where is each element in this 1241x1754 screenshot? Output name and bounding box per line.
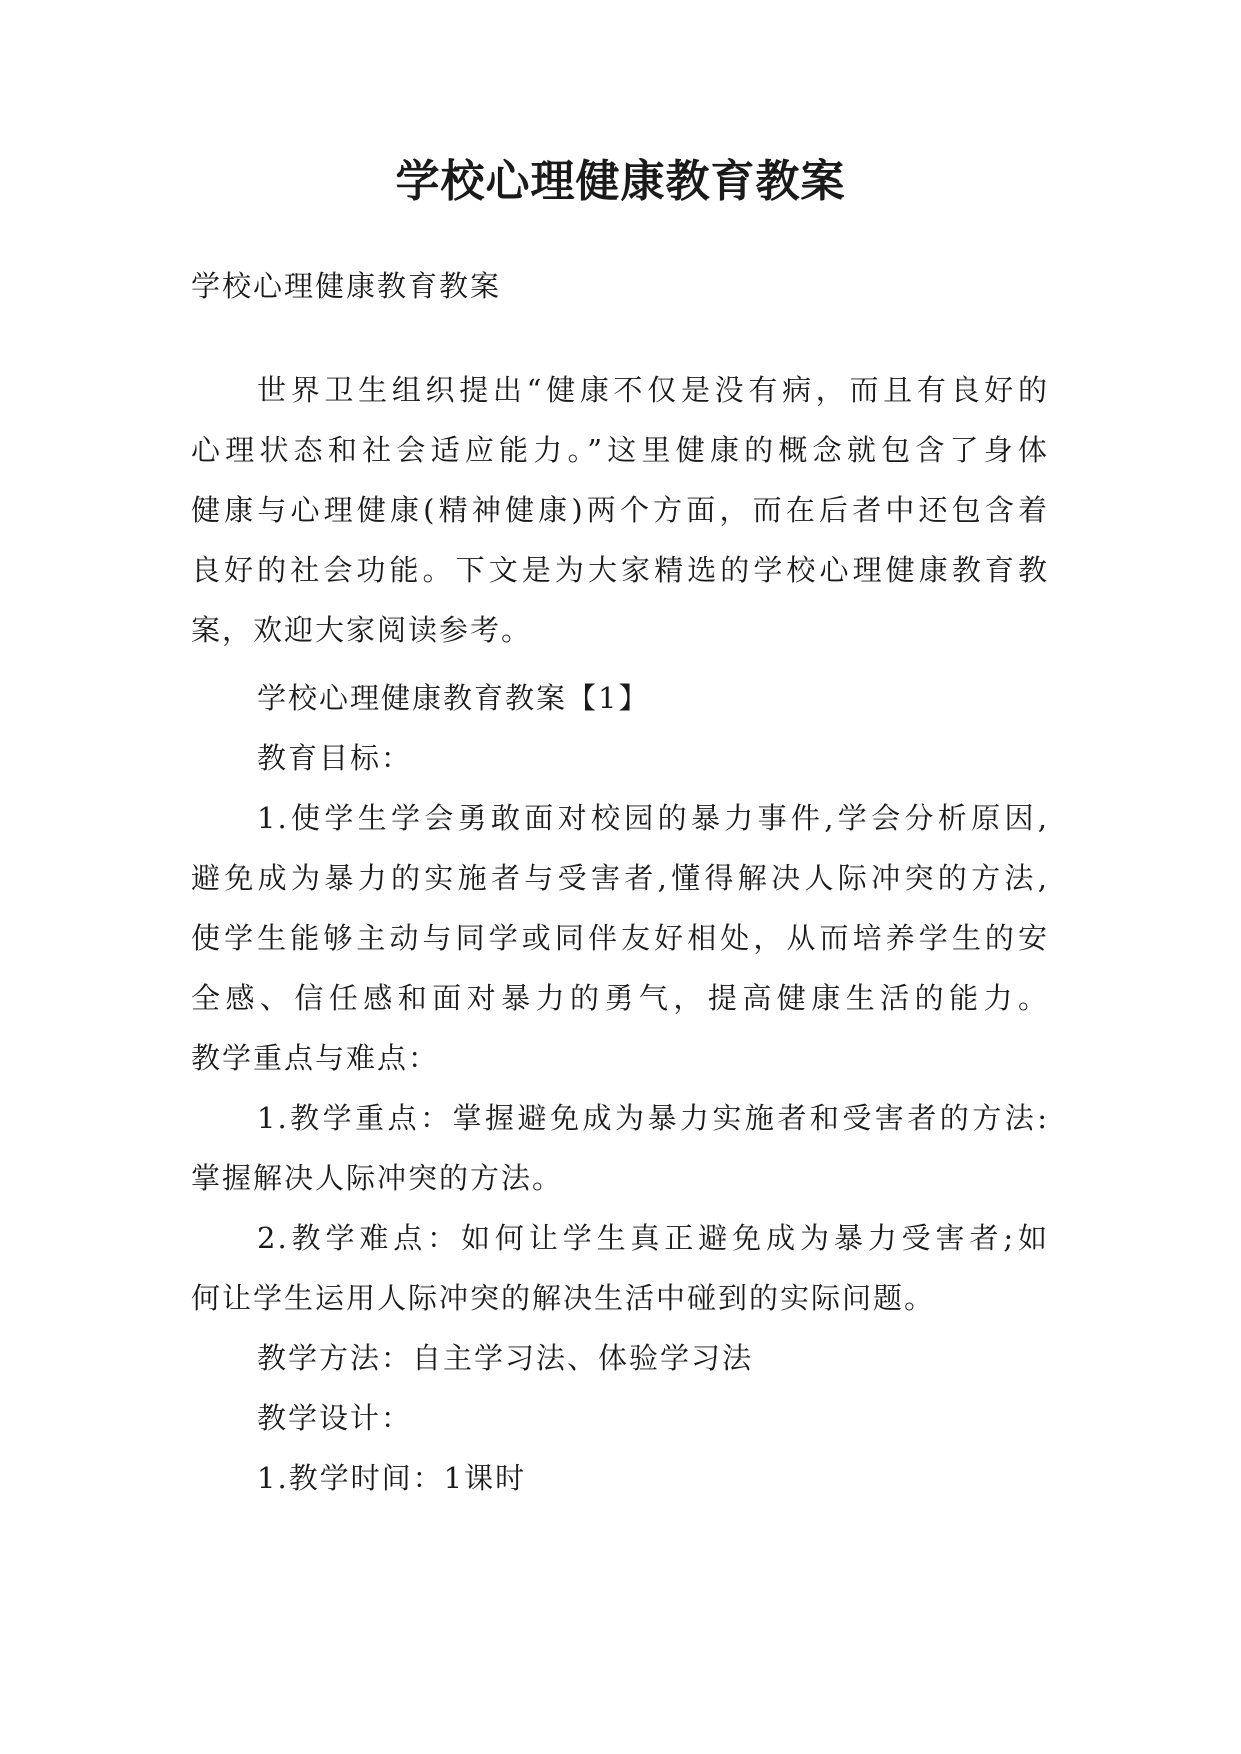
goal-line: 使学生能够主动与同学或同伴友好相处，从而培养学生的安 <box>191 921 1049 955</box>
difficulty-line: 何让学生运用人际冲突的解决生活中碰到的实际问题。 <box>191 1281 936 1315</box>
lesson-plan-section <box>191 668 1049 1508</box>
key-point-line: 1.教学重点：掌握避免成为暴力实施者和受害者的方法: <box>257 1101 1049 1135</box>
goal-line: 避免成为暴力的实施者与受害者,懂得解决人际冲突的方法, <box>191 861 1049 895</box>
intro-line: 世界卫生组织提出“健康不仅是没有病，而且有良好的 <box>257 373 1049 407</box>
difficulty-line: 2.教学难点：如何让学生真正避免成为暴力受害者;如 <box>257 1221 1049 1255</box>
intro-line: 良好的社会功能。下文是为大家精选的学校心理健康教育教 <box>191 553 1049 587</box>
intro-line: 心理状态和社会适应能力。”这里健康的概念就包含了身体 <box>191 433 1049 467</box>
teaching-method: 教学方法：自主学习法、体验学习法 <box>257 1341 754 1375</box>
key-points-label: 教学重点与难点： <box>191 1041 440 1075</box>
document-subtitle: 学校心理健康教育教案 <box>191 269 502 303</box>
goal-label: 教育目标： <box>257 741 413 775</box>
document-title: 学校心理健康教育教案 <box>395 156 846 207</box>
design-label: 教学设计： <box>257 1401 413 1435</box>
goal-line: 1.使学生学会勇敢面对校园的暴力事件,学会分析原因, <box>257 801 1049 835</box>
teaching-time: 1.教学时间：1课时 <box>257 1461 527 1495</box>
intro-line: 案，欢迎大家阅读参考。 <box>191 613 533 647</box>
goal-line: 全感、信任感和面对暴力的勇气，提高健康生活的能力。 <box>191 981 1049 1015</box>
intro-line: 健康与心理健康(精神健康)两个方面，而在后者中还包含着 <box>191 493 1049 527</box>
intro-paragraph <box>191 360 1049 660</box>
section-heading: 学校心理健康教育教案【1】 <box>257 681 650 715</box>
key-point-line: 掌握解决人际冲突的方法。 <box>191 1161 564 1195</box>
